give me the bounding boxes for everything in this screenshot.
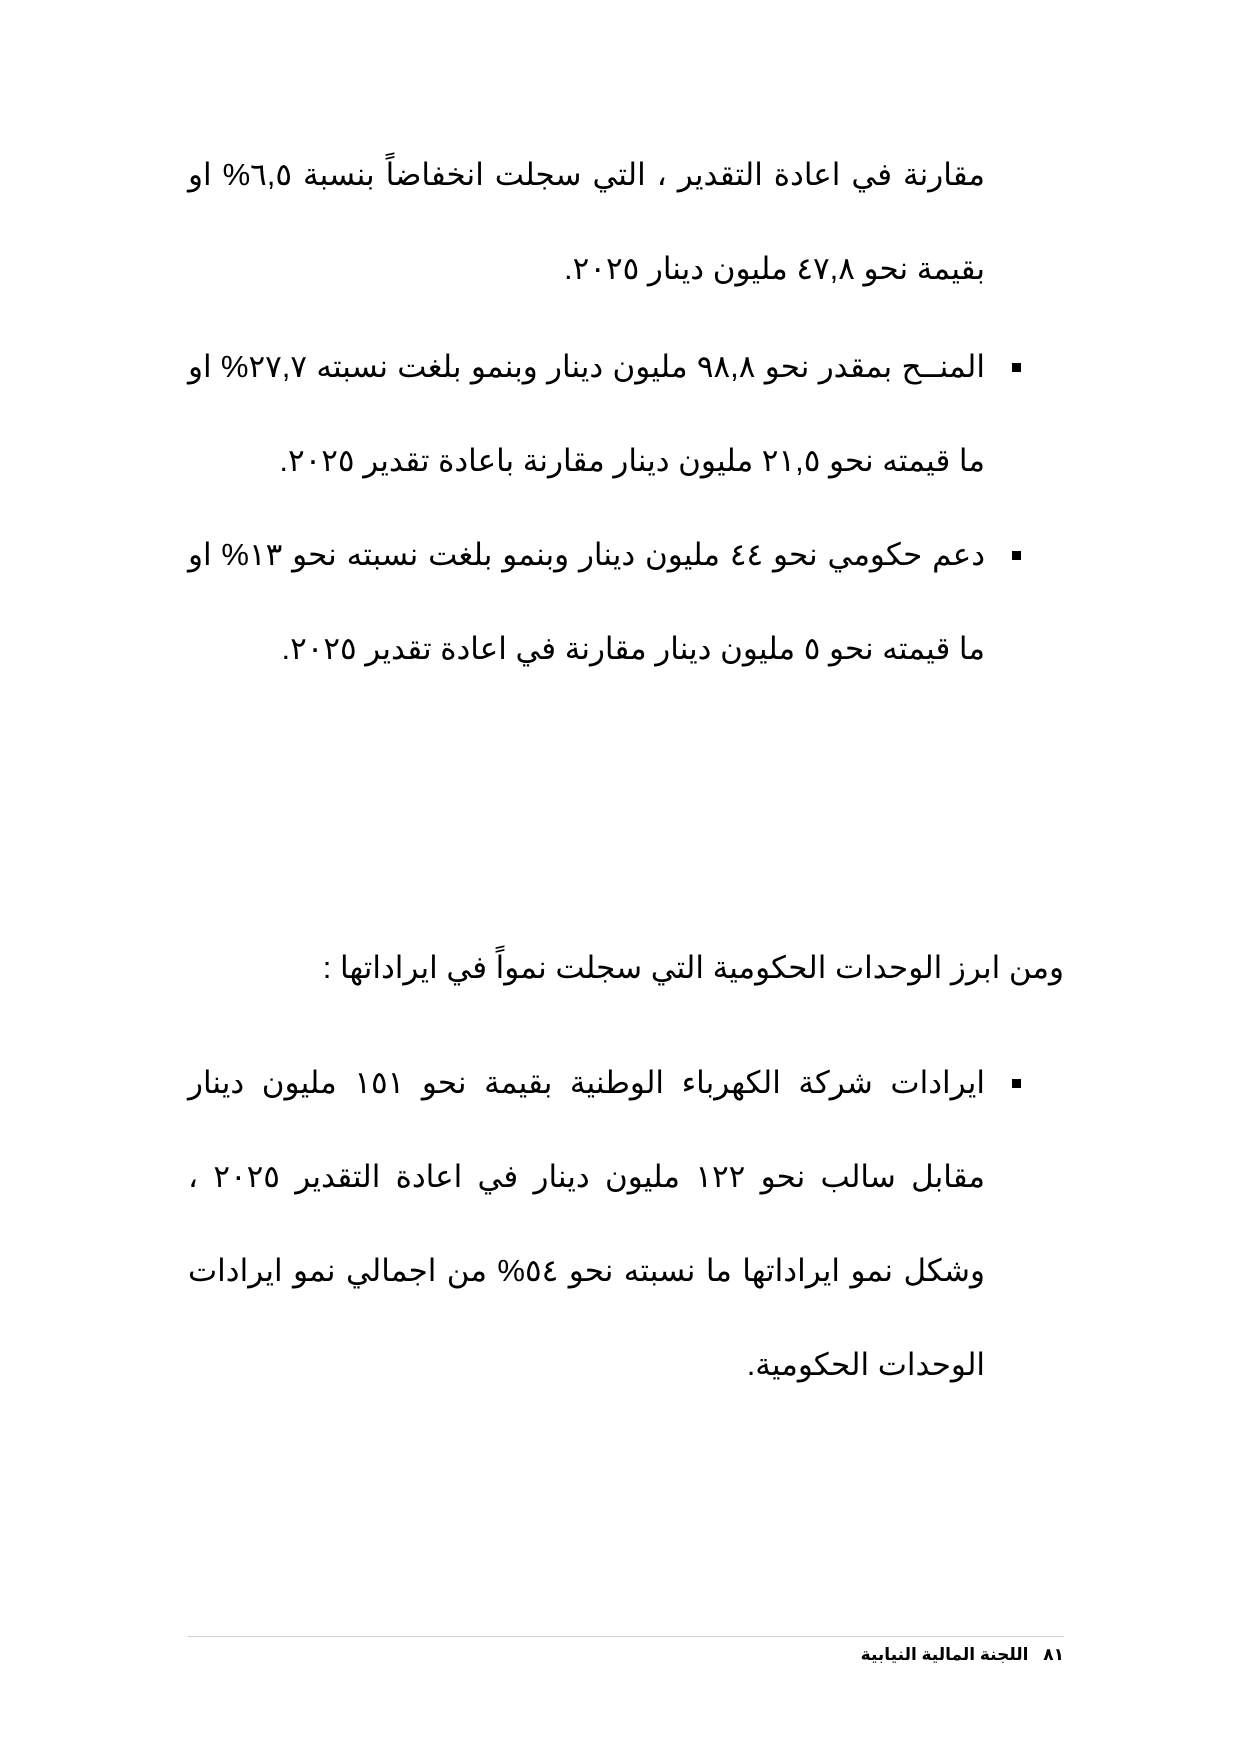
footer-divider — [188, 1636, 1064, 1637]
square-bullet-icon — [1012, 1079, 1021, 1088]
footer-label: اللجنة المالية النيابية — [860, 1645, 1029, 1664]
square-bullet-icon — [1012, 363, 1021, 372]
list-item — [188, 320, 985, 508]
section-intro-line: ومن ابرز الوحدات الحكومية التي سجلت نمواً في ايراداتها : — [322, 950, 1064, 985]
list-item — [188, 1036, 985, 1412]
bullet-text: المنــح بمقدر نحو ٩٨,٨ مليون دينار وبنمو بلغت نسبته ٢٧,٧% او ما قيمته نحو ٢١,٥ مليون دينار مقارنة باعادة تقدير ٢٠٢٥. — [188, 349, 985, 478]
list-item — [188, 508, 985, 696]
bullet-list-growth-units — [188, 1036, 985, 1412]
bullet-text: ايرادات شركة الكهرباء الوطنية بقيمة نحو ١٥١ مليون دينار مقابل سالب نحو ١٢٢ مليون دينار في اعادة التقدير ٢٠٢٥ ، وشكل نمو ايراداتها ما نسبته نحو ٥٤% من اجمالي نمو ايرادات الوحدات الحكومية. — [188, 1065, 985, 1382]
continued-paragraph: مقارنة في اعادة التقدير ، التي سجلت انخفاضاً بنسبة ٦,٥% او بقيمة نحو ٤٧,٨ مليون دينار ٢٠٢٥. — [188, 157, 985, 286]
bullet-text: دعم حكومي نحو ٤٤ مليون دينار وبنمو بلغت نسبته نحو ١٣% او ما قيمته نحو ٥ مليون دينار مقارنة في اعادة تقدير ٢٠٢٥. — [188, 537, 986, 666]
page-footer — [861, 1643, 1064, 1667]
page-number: ٨١ — [1043, 1645, 1064, 1664]
square-bullet-icon — [1012, 551, 1021, 560]
bullet-list-grants-support — [188, 320, 985, 696]
